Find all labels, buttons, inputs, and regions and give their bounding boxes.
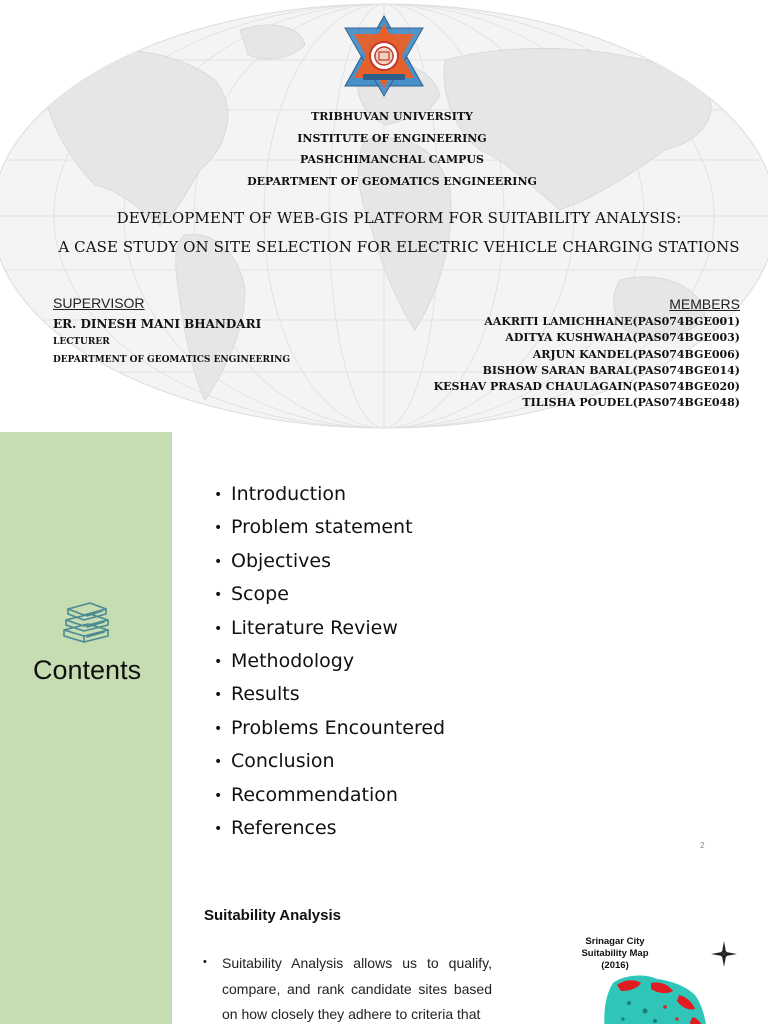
contents-item	[214, 511, 445, 544]
bullet-marker: •	[214, 654, 223, 671]
contents-title: Contents	[33, 655, 142, 685]
supervisor-department: DEPARTMENT OF GEOMATICS ENGINEERING	[53, 355, 291, 365]
bullet-marker: •	[214, 620, 223, 637]
bullet-marker: •	[214, 520, 223, 537]
bullet-marker: •	[214, 587, 223, 604]
suitability-description: Suitability Analysis allows us to qualify, compare, and rank candidate sites based on how closely they adhere to criteria that	[222, 955, 492, 1022]
suitability-map	[595, 971, 745, 1024]
member-item: KESHAV PRASAD CHAULAGAIN(PAS074BGE020)	[433, 380, 740, 394]
contents-item	[214, 478, 445, 511]
contents-item-label: Problem statement	[231, 516, 413, 539]
contents-item	[214, 678, 445, 711]
map-title-line: Suitability Map	[581, 948, 649, 959]
institute-name: INSTITUTE OF ENGINEERING	[297, 131, 487, 145]
bullet-marker: •	[214, 487, 223, 503]
tribhuvan-university-emblem	[343, 14, 425, 98]
bullet-marker: •	[214, 787, 223, 804]
suitability-heading: Suitability Analysis	[204, 907, 341, 924]
bullet-marker: •	[214, 687, 223, 704]
university-name: TRIBHUVAN UNIVERSITY	[311, 110, 473, 123]
contents-slide	[0, 432, 768, 865]
bullet-marker: •	[214, 720, 223, 737]
contents-item	[214, 712, 445, 745]
map-title	[571, 936, 659, 972]
project-title-line-2: A CASE STUDY ON SITE SELECTION FOR ELECTRIC VEHICLE CHARGING STATIONS	[58, 238, 740, 256]
bullet-marker: •	[203, 956, 207, 968]
project-title-line-1: DEVELOPMENT OF WEB-GIS PLATFORM FOR SUITABILITY ANALYSIS:	[116, 209, 682, 227]
cover-slide	[0, 0, 768, 432]
supervisor-name: ER. DINESH MANI BHANDARI	[53, 317, 262, 331]
supervisor-role: LECTURER	[53, 337, 110, 347]
members-list	[434, 314, 740, 412]
map-title-line: (2016)	[601, 960, 629, 971]
department-name: DEPARTMENT OF GEOMATICS ENGINEERING	[247, 174, 537, 188]
member-item: AAKRITI LAMICHHANE(PAS074BGE001)	[484, 315, 740, 328]
bullet-marker: •	[214, 821, 223, 838]
suitability-sidebar	[0, 865, 172, 1024]
campus-name: PASHCHIMANCHAL CAMPUS	[300, 153, 484, 166]
contents-item-label: Objectives	[231, 549, 331, 572]
contents-item-label: References	[231, 817, 337, 840]
contents-item	[214, 612, 445, 645]
suitability-slide	[0, 865, 768, 1024]
contents-item	[214, 779, 445, 812]
contents-item-label: Recommendation	[231, 783, 398, 806]
university-header	[0, 106, 768, 192]
north-arrow-icon	[710, 940, 738, 968]
bullet-marker: •	[214, 553, 223, 570]
page-number: 2	[700, 841, 705, 850]
contents-item	[214, 745, 445, 778]
contents-item-label: Methodology	[231, 650, 355, 673]
members-heading: MEMBERS	[669, 296, 740, 312]
supervisor-heading: SUPERVISOR	[53, 295, 145, 311]
contents-item-label: Scope	[231, 583, 289, 606]
contents-sidebar	[0, 432, 172, 865]
contents-item	[214, 578, 445, 611]
bullet-marker: •	[214, 754, 223, 771]
contents-item	[214, 645, 445, 678]
contents-item-label: Results	[231, 683, 300, 706]
member-item: BISHOW SARAN BARAL(PAS074BGE014)	[482, 363, 740, 377]
contents-list	[214, 478, 445, 845]
member-item: TILISHA POUDEL(PAS074BGE048)	[522, 396, 740, 410]
contents-item-label: Introduction	[231, 483, 347, 505]
contents-item	[214, 812, 445, 845]
books-icon	[58, 592, 114, 648]
contents-item	[214, 545, 445, 578]
contents-item-label: Conclusion	[231, 750, 335, 773]
member-item: ARJUN KANDEL(PAS074BGE006)	[532, 347, 740, 361]
map-title-line: Srinagar City	[585, 936, 645, 947]
member-item: ADITYA KUSHWAHA(PAS074BGE003)	[505, 331, 740, 345]
contents-item-label: Literature Review	[231, 616, 398, 639]
contents-item-label: Problems Encountered	[231, 716, 446, 739]
